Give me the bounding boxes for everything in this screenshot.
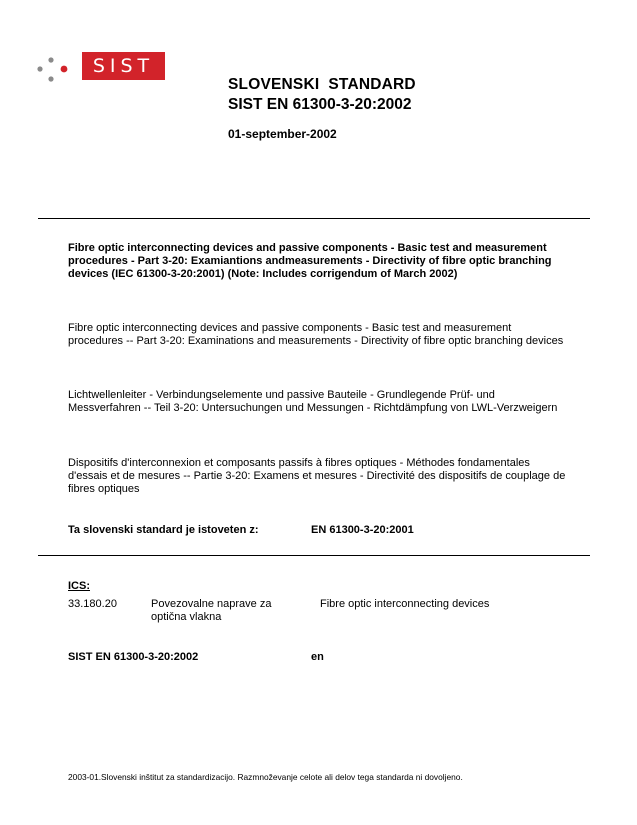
publication-date: 01-september-2002 [228,127,337,141]
logo-text: SIST [92,55,155,77]
sist-logo-dots [34,52,74,84]
sist-logo [82,52,165,80]
divider-top [38,218,590,219]
divider-bottom [38,555,590,556]
logo-dot-accent [61,66,68,73]
ics-heading: ICS: [68,580,90,592]
copyright-notice: 2003-01.Slovenski inštitut za standardizacijo. Razmnoževanje celote ali delov tega standarda ni dovoljeno. [68,772,463,782]
standard-heading: SLOVENSKI STANDARD [228,76,416,93]
title-french: Dispositifs d'interconnexion et composants passifs à fibres optiques - Méthodes fondamentales d'essais et de mesures -- Partie 3-20: Examens et mesures - Directivité des dispositifs de couplage de fibres optiques [68,457,566,495]
logo-dot [37,66,42,71]
identity-label: Ta slovenski standard je istoveten z: [68,524,259,536]
title-english: Fibre optic interconnecting devices and passive components - Basic test and measurement procedures -- Part 3-20: Examinations and measurements - Directivity of fibre optic branching devices [68,322,564,347]
logo-dot [48,57,53,62]
ics-code: 33.180.20 [68,598,117,610]
ics-description-english: Fibre optic interconnecting devices [320,598,490,610]
title-german: Lichtwellenleiter - Verbindungselemente und passive Bauteile - Grundlegende Prüf- und Messverfahren -- Teil 3-20: Untersuchungen und Messungen - Richtdämpfung von LWL-Verzweigern [68,389,558,414]
ics-description-slovenian: Povezovalne naprave za optična vlakna [151,598,272,623]
standard-code: SIST EN 61300-3-20:2002 [228,96,412,113]
main-title: Fibre optic interconnecting devices and passive components - Basic test and measurement procedures - Part 3-20: Examiantions andmeasurements - Directivity of fibre optic branching devices (IEC 61300-3-20:2001) (Note: Includes corrigendum of March 2002) [68,242,552,280]
footer-standard-code: SIST EN 61300-3-20:2002 [68,651,199,663]
logo-dot [48,76,53,81]
identity-value: EN 61300-3-20:2001 [311,524,414,536]
footer-language: en [311,651,324,663]
